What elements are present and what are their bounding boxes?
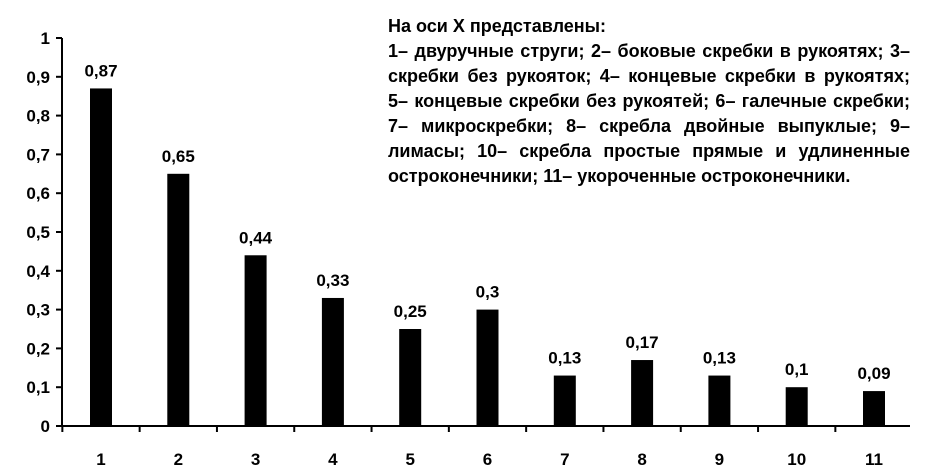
bar-value-label: 0,25 [393, 302, 427, 321]
x-tick-label: 3 [250, 450, 261, 469]
bar-value-label: 0,09 [857, 364, 891, 384]
bar-value-label: 0,3 [475, 282, 500, 302]
x-tick-label: 1 [96, 450, 106, 469]
bar-value-label: 0,65 [161, 146, 195, 166]
legend-title: На оси X представлены: [388, 16, 607, 36]
x-tick-label: 10 [787, 450, 807, 469]
bar [631, 360, 653, 426]
bar [399, 329, 421, 426]
y-tick-label: 0,4 [26, 261, 50, 281]
y-tick-label: 0,2 [26, 339, 50, 359]
x-tick-label: 7 [560, 450, 570, 469]
bar [167, 174, 189, 426]
bar-value-label: 0,13 [548, 348, 582, 368]
y-tick-label: 0 [40, 417, 50, 436]
bar-value-label: 0,44 [239, 228, 273, 248]
y-tick-label: 0,1 [26, 378, 50, 398]
x-tick-label: 4 [328, 450, 338, 469]
bar-value-label: 0,13 [702, 348, 736, 368]
x-tick-label: 8 [637, 450, 647, 469]
y-tick-label: 0,6 [26, 184, 50, 204]
x-tick-label: 6 [482, 450, 493, 469]
bar [786, 387, 808, 426]
y-tick-label: 0,3 [26, 300, 50, 320]
bar [554, 376, 576, 426]
bar [477, 310, 499, 426]
x-tick-label: 11 [865, 450, 883, 469]
bar [708, 376, 730, 426]
legend-text: 1– двуручные струги; 2– боковые скребки в рукоятях; 3– скребки без рукояток; 4– концевые скребки в рукоятях; 5– концевые скребки без рукоятей; 6– галечные скребки; 7– микроскребки; 8– скребла двойные выпуклые; 9– лимасы; 10– скребла простые прямые и удлиненные остроконечники; 11– укороченные остроконечники. [388, 41, 910, 186]
y-tick-label: 0,7 [26, 145, 50, 165]
y-tick-label: 0,9 [26, 67, 50, 87]
bar [863, 391, 885, 426]
bar-value-label: 0,17 [625, 333, 659, 353]
legend-box [388, 14, 910, 189]
bar-value-label: 0,1 [784, 360, 809, 380]
bar [322, 298, 344, 426]
y-tick-label: 0,8 [26, 106, 50, 126]
y-tick-label: 0,5 [26, 223, 50, 242]
bar [90, 88, 112, 426]
bar-value-label: 0,33 [316, 270, 350, 290]
x-tick-label: 5 [405, 450, 415, 469]
x-tick-label: 9 [714, 450, 725, 469]
x-tick-labels [96, 450, 883, 469]
y-axis [26, 29, 62, 436]
y-tick-label: 1 [40, 29, 50, 48]
x-tick-label: 2 [173, 450, 184, 469]
bar [245, 255, 267, 426]
x-axis [62, 426, 910, 432]
bar-value-label: 0,87 [84, 61, 118, 81]
